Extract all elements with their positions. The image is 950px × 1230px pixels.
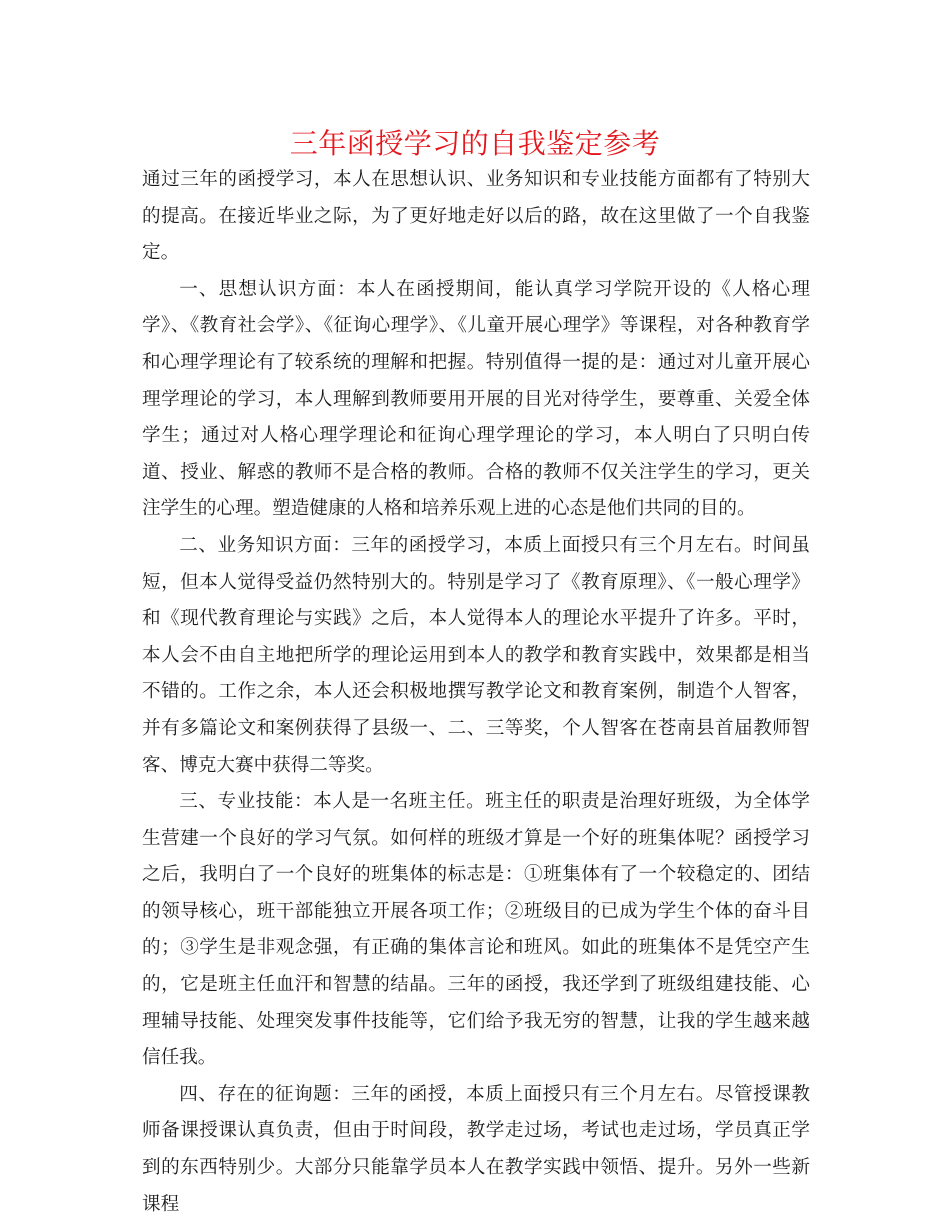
section-thought-paragraph: 一、思想认识方面：本人在函授期间，能认真学习学院开设的《人格心理学》、《教育社会学》、《征询心理学》、《儿童开展心理学》等课程，对各种教育学和心理学理论有了较系统的理解和把握。特别值得一提的是：通过对儿童开展心理学理论的学习，本人理解到教师要用开展的目光对待学生，要尊重、关爱全体学生；通过对人格心理学理论和征询心理学理论的学习，本人明白了只明白传道、授业、解惑的教师不是合格的教师。合格的教师不仅关注学生的学习，更关注学生的心理。塑造健康的人格和培养乐观上进的心态是他们共同的目的。 <box>142 278 810 520</box>
section-problems-paragraph: 四、存在的征询题：三年的函授，本质上面授只有三个月左右。尽管授课教师备课授课认真负责，但由于时间段，教学走过场，考试也走过场，学员真正学到的东西特别少。大部分只能靠学员本人在教学实践中领悟、提升。另外一些新课程 <box>142 1083 810 1215</box>
document-body <box>142 162 810 1223</box>
section-knowledge-paragraph: 二、业务知识方面：三年的函授学习，本质上面授只有三个月左右。时间虽短，但本人觉得受益仍然特别大的。特别是学习了《教育原理》、《一般心理学》和《现代教育理论与实践》之后，本人觉得本人的理论水平提升了许多。平时，本人会不由自主地把所学的理论运用到本人的教学和教育实践中，效果都是相当不错的。工作之余，本人还会积极地撰写教学论文和教育案例，制造个人智客，并有多篇论文和案例获得了县级一、二、三等奖，个人智客在苍南县首届教师智客、博克大赛中获得二等奖。 <box>142 534 810 776</box>
document-title: 三年函授学习的自我鉴定参考 <box>289 127 661 160</box>
section-skills-paragraph: 三、专业技能：本人是一名班主任。班主任的职责是治理好班级，为全体学生营建一个良好的学习气氛。如何样的班级才算是一个好的班集体呢？函授学习之后，我明白了一个良好的班集体的标志是：①班集体有了一个较稳定的、团结的领导核心，班干部能独立开展各项工作；②班级目的已成为学生个体的奋斗目的；③学生是非观念强，有正确的集体言论和班风。如此的班集体不是凭空产生的，它是班主任血汗和智慧的结晶。三年的函授，我还学到了班级组建技能、心理辅导技能、处理突发事件技能等，它们给予我无穷的智慧，让我的学生越来越信任我。 <box>142 791 810 1069</box>
intro-paragraph: 通过三年的函授学习，本人在思想认识、业务知识和专业技能方面都有了特别大的提高。在接近毕业之际，为了更好地走好以后的路，故在这里做了一个自我鉴定。 <box>142 169 810 264</box>
